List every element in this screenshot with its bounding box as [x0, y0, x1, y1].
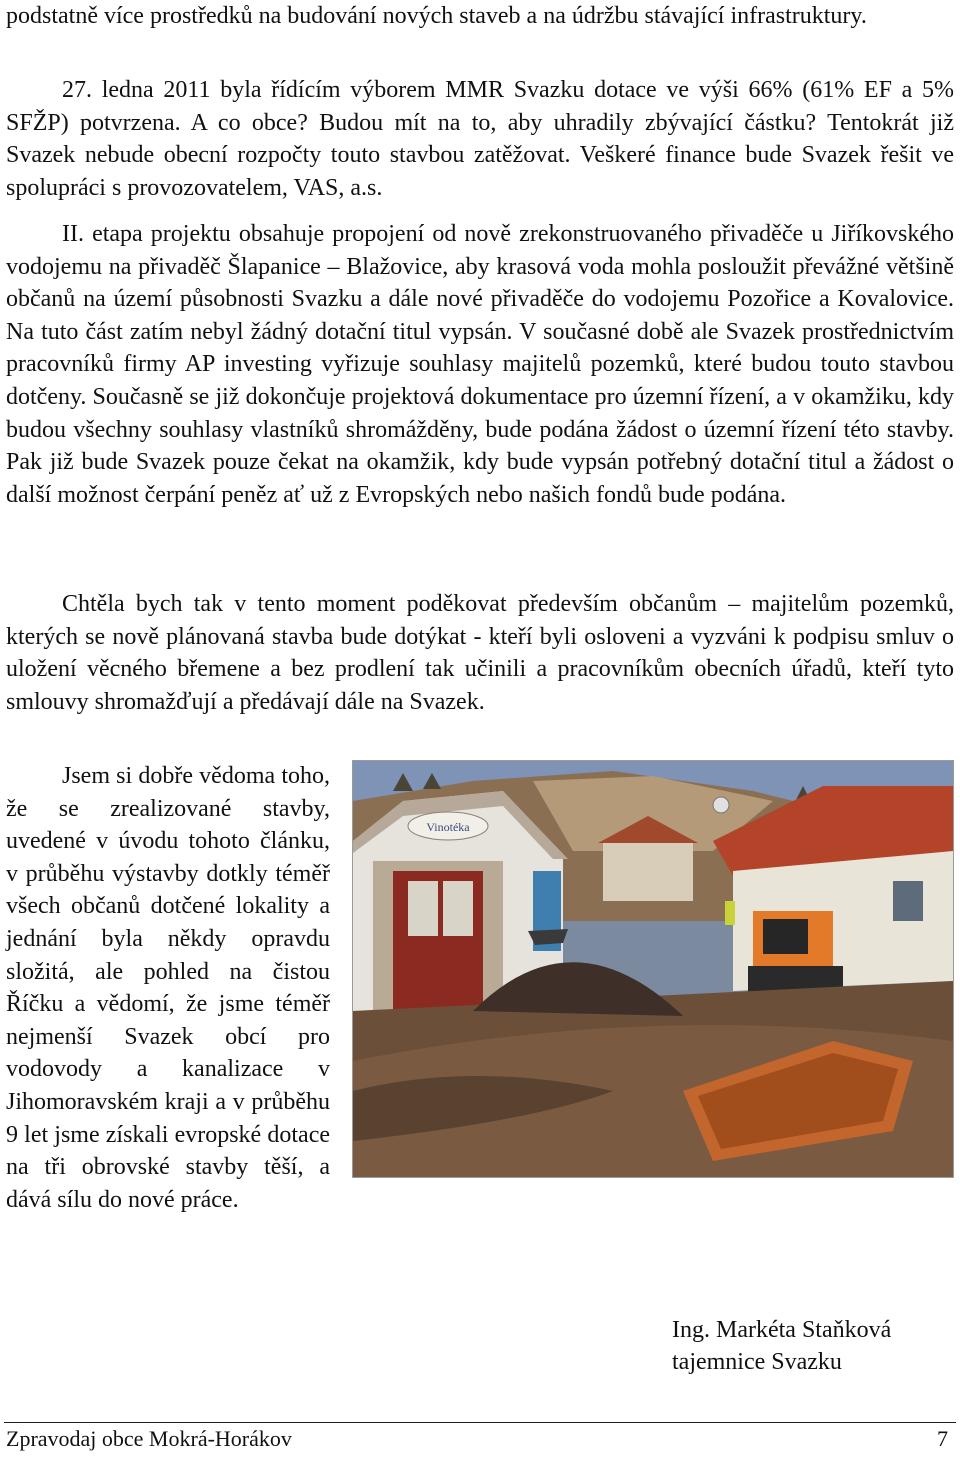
footer-divider [4, 1422, 956, 1423]
construction-scene-image [353, 761, 953, 1177]
paragraph-second-stage: II. etapa projektu obsahuje propojení od nově zrekonstruovaného přivaděče u Jiříkovského vodojemu na přivaděč Šlapanice – Blažovice, aby krasová voda mohla posloužit převážné většině občanů na území působnosti Svazku a dále nové přivaděče do vodojemu Pozořice a Kovalovice. Na tuto část zatím nebyl žádný dotační titul vypsán. V současné době ale Svazek prostřednictvím pracovníků firmy AP investing vyřizuje souhlasy majitelů pozemků, které budou touto stavbou dotčeny. Současně se již dokončuje projektová dokumentace pro územní řízení, a v okamžiku, kdy budou všechny souhlasy vlastníků shromážděny, bude podána žádost o územní řízení této stavby. Pak již bude Svazek pouze čekat na okamžik, kdy bude vypsán potřebný dotační titul a žádost o další možnost čerpání peněz ať už z Evropských nebo našich fondů bude podána. [6, 221, 954, 508]
signature-name: Ing. Markéta Staňková [672, 1317, 892, 1343]
paragraph-dotace: 27. ledna 2011 byla řídícím výborem MMR Svazku dotace ve výši 66% (61% EF a 5% SFŽP) potvrzena. A co obce? Budou mít na to, aby uhradily zbývající částku? Tentokrát již Svazek nebude obecní rozpočty touto stavbou zatěžovat. Veškeré finance bude Svazek řešit ve spolupráci s provozovatelem, VAS, a.s. [6, 77, 954, 201]
closing-section [6, 760, 954, 1216]
signature-block [672, 1314, 891, 1378]
construction-photo [352, 760, 954, 1178]
paragraph-intro-continuation: podstatně více prostředků na budování nových staveb a na údržbu stávající infrastruktury. [6, 3, 867, 29]
page-number: 7 [937, 1426, 948, 1451]
signature-role: tajemnice Svazku [672, 1349, 842, 1375]
footer-title: Zpravodaj obce Mokrá-Horákov [6, 1426, 292, 1451]
paragraph-thanks: Chtěla bych tak v tento moment poděkovat především občanům – majitelům pozemků, kterých se nově plánovaná stavba bude dotýkat - kteří byli osloveni a vyzváni k podpisu smluv o uložení věcného břemene a bez prodlení tak učinili a pracovníkům obecních úřadů, kteří tyto smlouvy shromažďují a předávají dále na Svazek. [6, 591, 954, 715]
shop-sign-text: Vinotéka [426, 820, 470, 834]
closing-text: Jsem si dobře vědoma toho, že se zrealizované stavby, uvedené v úvodu tohoto článku, v průběhu výstavby dotkly téměř všech občanů dotčené lokality a jednání byla někdy opravdu složitá, ale pohled na čistou Říčku a vědomí, že jsme téměř nejmenší Svazek obcí pro vodovody a kanalizace v Jihomoravském kraji a v průběhu 9 let jsme získali evropské dotace na tři obrovské stavby těší, a dává sílu do nové práce. [6, 763, 330, 1213]
